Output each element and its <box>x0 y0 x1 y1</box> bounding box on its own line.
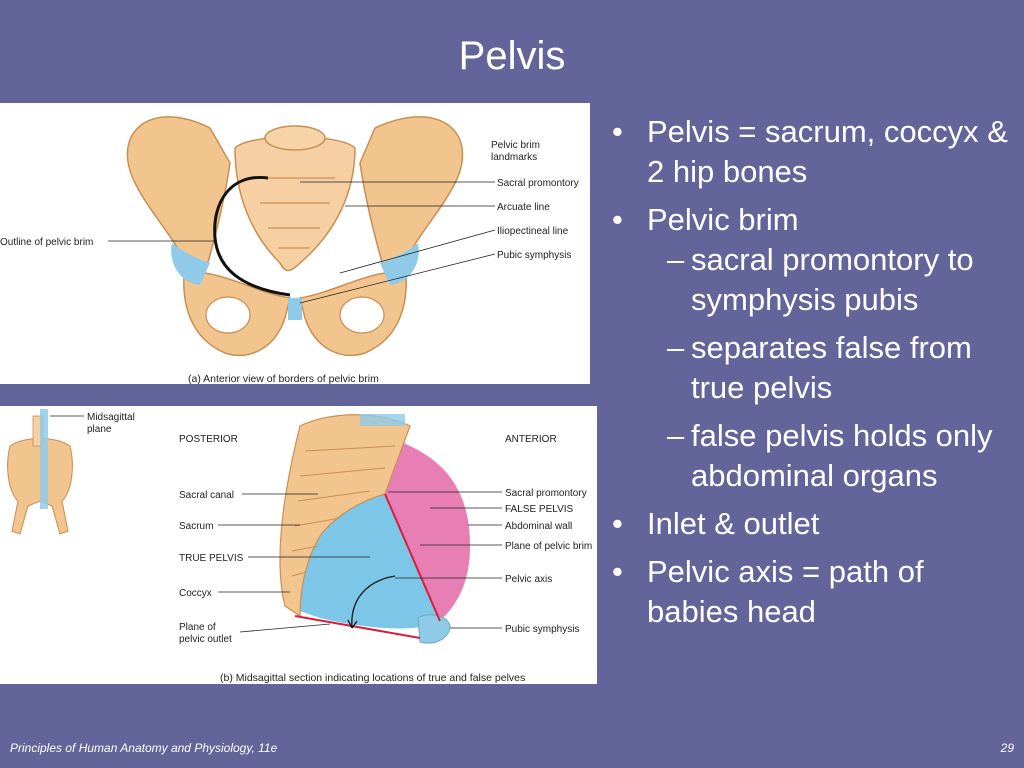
label-pelvic-brim-landmarks-2: landmarks <box>491 152 538 163</box>
label-iliopectineal-line: Iliopectineal line <box>497 226 569 237</box>
label-sacral-promontory-b: Sacral promontory <box>505 488 587 499</box>
pelvis-anterior-illustration <box>0 103 590 384</box>
bullet-pelvic-brim-label: Pelvic brim <box>647 202 799 237</box>
figure-b-caption: (b) Midsagittal section indicating locations of true and false pelves <box>220 672 526 684</box>
slide-title: Pelvis <box>458 34 566 78</box>
label-pubic-symphysis-b: Pubic symphysis <box>505 624 580 635</box>
label-outline-of-pelvic-brim: Outline of pelvic brim <box>0 237 94 248</box>
label-sacrum: Sacrum <box>179 521 214 532</box>
label-plane-of-pelvic-brim: Plane of pelvic brim <box>505 541 593 552</box>
subbullet-false-pelvis: – false pelvis holds only abdominal organs <box>647 416 1018 496</box>
label-pelvic-brim-landmarks-1: Pelvic brim <box>491 140 540 151</box>
page-number: 29 <box>1000 741 1014 755</box>
label-true-pelvis: TRUE PELVIS <box>179 553 244 564</box>
figure-anterior-pelvic-brim <box>0 103 590 384</box>
label-plane-of-outlet-2: pelvic outlet <box>179 634 232 645</box>
pelvis-midsagittal-illustration <box>0 406 597 684</box>
bullet-pelvic-brim <box>608 200 1018 496</box>
subbullet-brim-extent: – sacral promontory to symphysis pubis <box>647 240 1018 320</box>
figure-midsagittal-section <box>0 406 597 684</box>
label-midsagittal-2: plane <box>87 424 112 435</box>
label-sacral-canal: Sacral canal <box>179 490 235 501</box>
label-false-pelvis: FALSE PELVIS <box>505 504 574 515</box>
label-pelvic-axis: Pelvic axis <box>505 574 553 585</box>
figure-a-caption: (a) Anterior view of borders of pelvic brim <box>188 373 379 384</box>
subbullet-brim-separates: – separates false from true pelvis <box>647 328 1018 408</box>
label-midsagittal-1: Midsagittal <box>87 412 135 423</box>
label-sacral-promontory: Sacral promontory <box>497 178 579 189</box>
footer-source: Principles of Human Anatomy and Physiology, 11e <box>10 741 278 755</box>
label-abdominal-wall: Abdominal wall <box>505 521 573 532</box>
label-arcuate-line: Arcuate line <box>497 202 550 213</box>
bullet-list <box>608 112 1018 640</box>
bullet-pelvis-definition: • Pelvis = sacrum, coccyx & 2 hip bones <box>608 112 1018 192</box>
bullet-pelvic-axis: • Pelvic axis = path of babies head <box>608 552 1018 632</box>
label-posterior: POSTERIOR <box>179 434 238 445</box>
label-coccyx: Coccyx <box>179 588 212 599</box>
label-anterior: ANTERIOR <box>505 434 557 445</box>
bullet-inlet-outlet: • Inlet & outlet <box>608 504 1018 544</box>
label-pubic-symphysis: Pubic symphysis <box>497 250 572 261</box>
label-plane-of-outlet-1: Plane of <box>179 622 216 633</box>
